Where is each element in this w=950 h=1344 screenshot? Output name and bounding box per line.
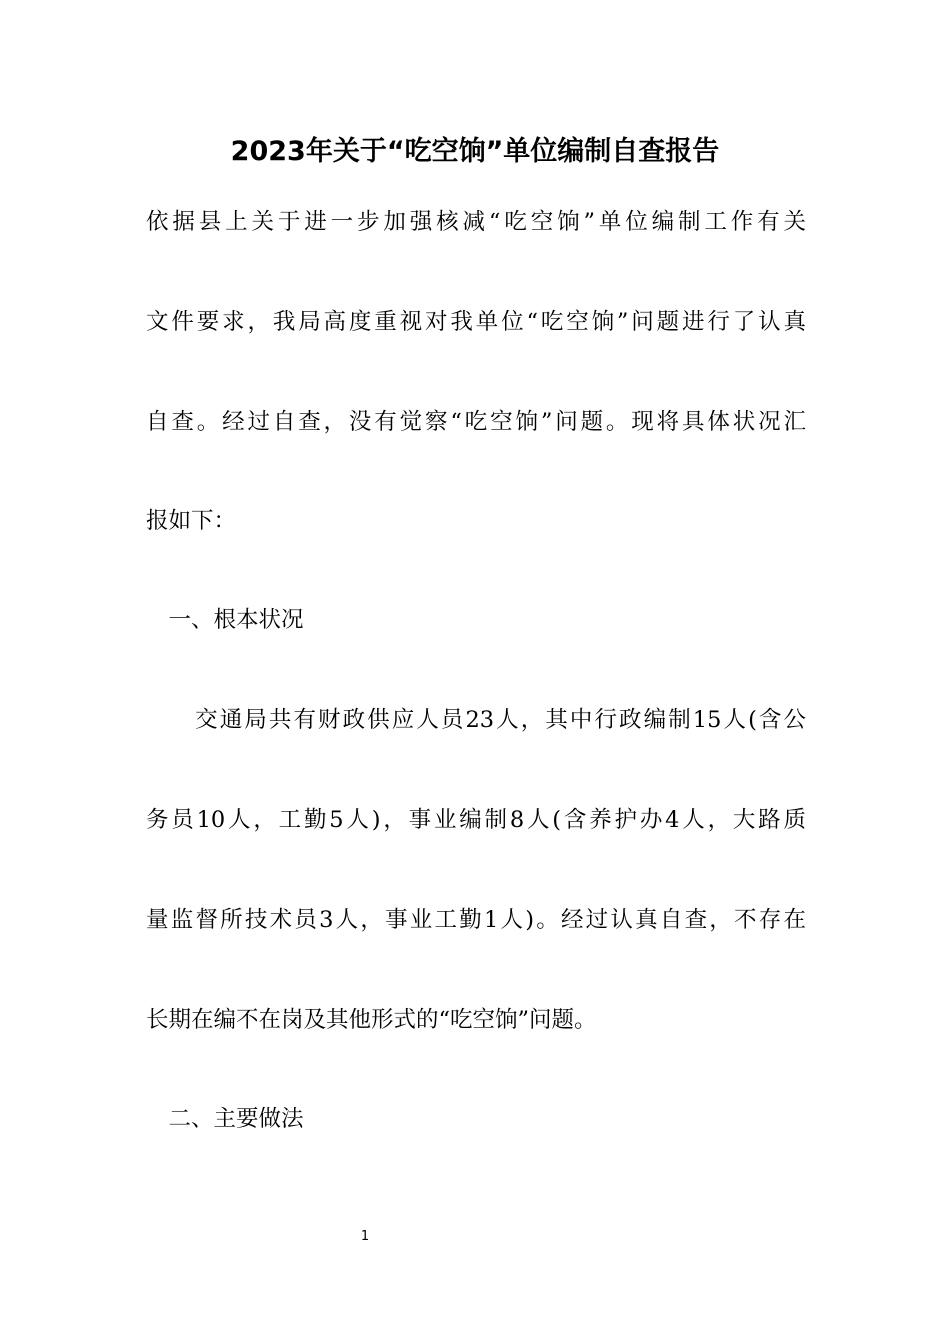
paragraph-line-6: 务员10人，工勤5人)，事业编制8人(含养护办4人，大路质 [146, 807, 806, 833]
page-number: 1 [360, 1229, 370, 1244]
paragraph-line-4: 报如下： [146, 508, 237, 534]
section-heading-2: 二、主要做法 [146, 1106, 304, 1132]
paragraph-line-7: 量监督所技术员3人，事业工勤1人)。经过认真自查，不存在 [146, 907, 806, 933]
section-heading-1: 一、根本状况 [146, 607, 304, 633]
paragraph-line-3: 自查。经过自查，没有觉察“吃空饷”问题。现将具体状况汇 [146, 409, 806, 435]
paragraph-line-1: 依据县上关于进一步加强核减“吃空饷”单位编制工作有关 [146, 209, 806, 235]
paragraph-line-2: 文件要求，我局高度重视对我单位“吃空饷”问题进行了认真 [146, 309, 806, 335]
paragraph-line-8: 长期在编不在岗及其他形式的“吃空饷”问题。 [146, 1007, 597, 1033]
paragraph-line-5: 交通局共有财政供应人员23人，其中行政编制15人(含公 [146, 707, 806, 733]
document-title: 2023年关于“吃空饷”单位编制自查报告 [230, 136, 720, 167]
